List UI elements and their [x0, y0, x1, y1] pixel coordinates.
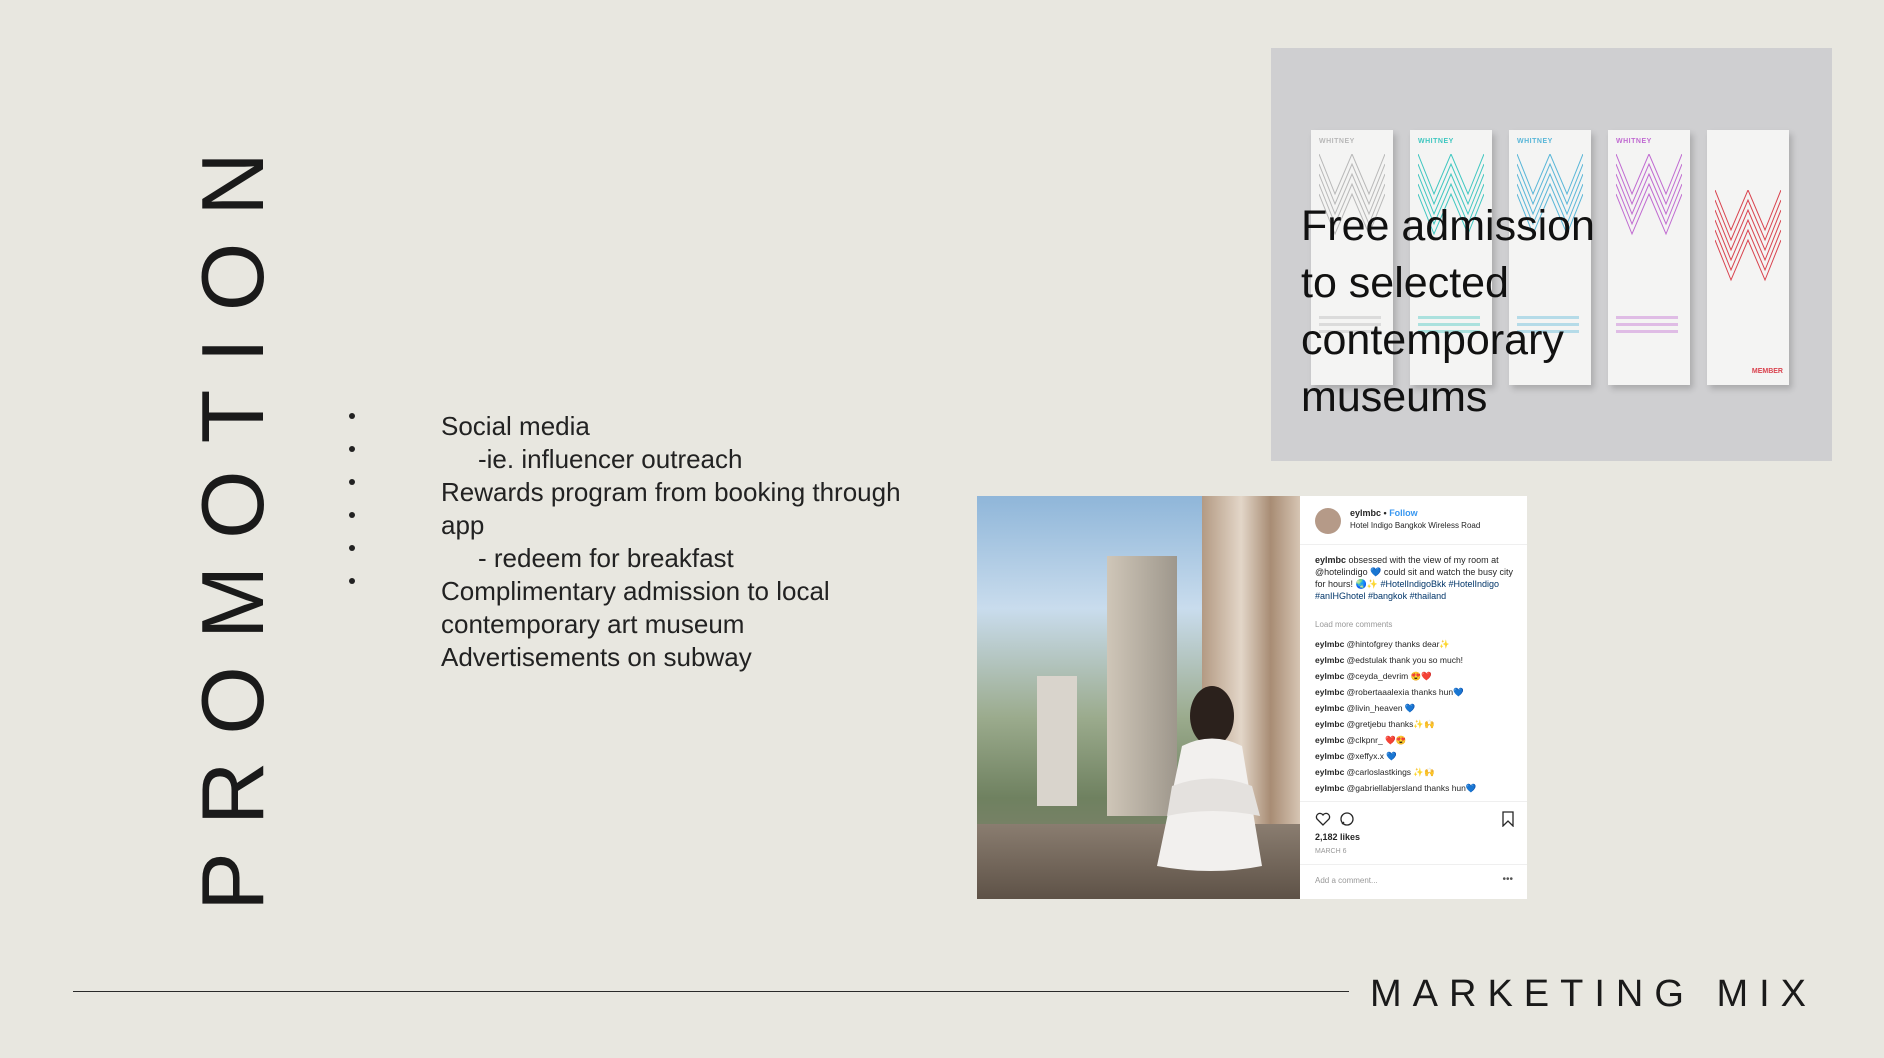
post-caption	[1315, 554, 1515, 602]
overlay-line: museums	[1301, 373, 1488, 421]
bullet-dot	[349, 446, 355, 452]
comment-text: @ceyda_devrim 😍❤️	[1346, 671, 1432, 681]
promotion-list	[441, 410, 931, 674]
comment-user[interactable]: eylmbc	[1315, 703, 1345, 713]
comment-icon[interactable]	[1339, 811, 1355, 827]
comment-text: @robertaaalexia thanks hun💙	[1346, 687, 1464, 697]
member-label: MEMBER	[1751, 368, 1783, 375]
post-username[interactable]: eylmbc	[1350, 508, 1382, 518]
comment	[1315, 652, 1520, 668]
bullet-dot	[349, 545, 355, 551]
bullet-dot	[349, 578, 355, 584]
list-item: app	[441, 510, 485, 540]
ticket-brand: WHITNEY	[1517, 138, 1553, 145]
ticket-brand: WHITNEY	[1319, 138, 1355, 145]
caption-tags[interactable]: #HotelIndigoBkk #HotelIndigo #anIHGhotel #bangkok #thailand	[1315, 579, 1500, 601]
overlay-line: Free admission	[1301, 202, 1595, 250]
post-location[interactable]: Hotel Indigo Bangkok Wireless Road	[1350, 521, 1481, 530]
instagram-post	[977, 496, 1527, 899]
comment-user[interactable]: eylmbc	[1315, 687, 1345, 697]
museum-overlay-text	[1301, 198, 1595, 426]
list-item: Social media	[441, 411, 590, 441]
bookmark-icon[interactable]	[1501, 811, 1515, 827]
slide-title-container	[173, 124, 293, 911]
comment-text: @hintofgrey thanks dear✨	[1346, 639, 1450, 649]
museum-tickets-image	[1271, 48, 1832, 461]
comment-text: @livin_heaven 💙	[1346, 703, 1416, 713]
comment-user[interactable]: eylmbc	[1315, 639, 1345, 649]
comment-user[interactable]: eylmbc	[1315, 671, 1345, 681]
museum-ticket	[1707, 130, 1789, 385]
post-date: MARCH 6	[1315, 848, 1347, 855]
comment-text: @gabriellabjersland thanks hun💙	[1346, 783, 1477, 793]
overlay-line: to selected	[1301, 259, 1509, 307]
ticket-text	[1616, 316, 1678, 319]
load-more-comments-link[interactable]: Load more comments	[1315, 620, 1393, 629]
heart-icon[interactable]	[1315, 811, 1331, 827]
caption-text: obsessed with the view of my room at @hotelindigo 💙 could sit and watch the busy city for hours! 🌏✨	[1315, 555, 1513, 589]
comment-text: @edstulak thank you so much!	[1346, 655, 1464, 665]
comment-text: @xeffyx.x 💙	[1346, 751, 1397, 761]
comments-list	[1315, 636, 1520, 796]
comment	[1315, 732, 1520, 748]
building-shape	[1037, 676, 1077, 806]
post-header: eylmbc • Follow	[1350, 508, 1418, 518]
list-subitem: - redeem for breakfast	[478, 543, 734, 573]
divider	[1300, 864, 1527, 865]
follow-link[interactable]: Follow	[1389, 508, 1418, 518]
bullet-dot	[349, 479, 355, 485]
comment	[1315, 700, 1520, 716]
instagram-photo	[977, 496, 1300, 899]
likes-count[interactable]: 2,182 likes	[1315, 832, 1361, 842]
footer-divider	[73, 991, 1349, 992]
woman-figure-icon	[1152, 676, 1272, 876]
comment	[1315, 684, 1520, 700]
slide-title: PROMOTION	[183, 124, 282, 911]
comment-text: @gretjebu thanks✨🙌	[1346, 719, 1435, 729]
comment-user[interactable]: eylmbc	[1315, 735, 1345, 745]
footer-title: MARKETING MIX	[1370, 973, 1818, 1015]
add-comment-input[interactable]: Add a comment...	[1315, 876, 1378, 885]
post-actions	[1315, 811, 1515, 827]
divider	[1300, 544, 1527, 545]
comment-text: @carloslastkings ✨🙌	[1346, 767, 1435, 777]
instagram-sidebar	[1300, 496, 1527, 899]
list-item: Complimentary admission to local	[441, 576, 830, 606]
more-options-icon[interactable]: •••	[1502, 874, 1513, 885]
bullet-dot	[349, 413, 355, 419]
ticket-brand: WHITNEY	[1418, 138, 1454, 145]
bullet-markers	[349, 413, 355, 611]
divider	[1300, 801, 1527, 802]
comment	[1315, 764, 1520, 780]
list-item: Advertisements on subway	[441, 642, 752, 672]
comment-user[interactable]: eylmbc	[1315, 783, 1345, 793]
avatar[interactable]	[1315, 508, 1341, 534]
overlay-line: contemporary	[1301, 316, 1564, 364]
comment	[1315, 748, 1520, 764]
bullet-dot	[349, 512, 355, 518]
comment-user[interactable]: eylmbc	[1315, 719, 1345, 729]
comment-user[interactable]: eylmbc	[1315, 767, 1345, 777]
list-item: Rewards program from booking through	[441, 477, 901, 507]
caption-user[interactable]: eylmbc	[1315, 555, 1347, 565]
ticket-brand: WHITNEY	[1616, 138, 1652, 145]
comment-text: @clkpnr_ ❤️😍	[1346, 735, 1407, 745]
comment	[1315, 668, 1520, 684]
list-subitem: -ie. influencer outreach	[478, 444, 743, 474]
comment-user[interactable]: eylmbc	[1315, 655, 1345, 665]
comment-user[interactable]: eylmbc	[1315, 751, 1345, 761]
museum-ticket	[1608, 130, 1690, 385]
comment	[1315, 636, 1520, 652]
zigzag-pattern-icon	[1715, 190, 1781, 340]
comment	[1315, 716, 1520, 732]
comment	[1315, 780, 1520, 796]
list-item: contemporary art museum	[441, 609, 745, 639]
zigzag-pattern-icon	[1616, 154, 1682, 304]
